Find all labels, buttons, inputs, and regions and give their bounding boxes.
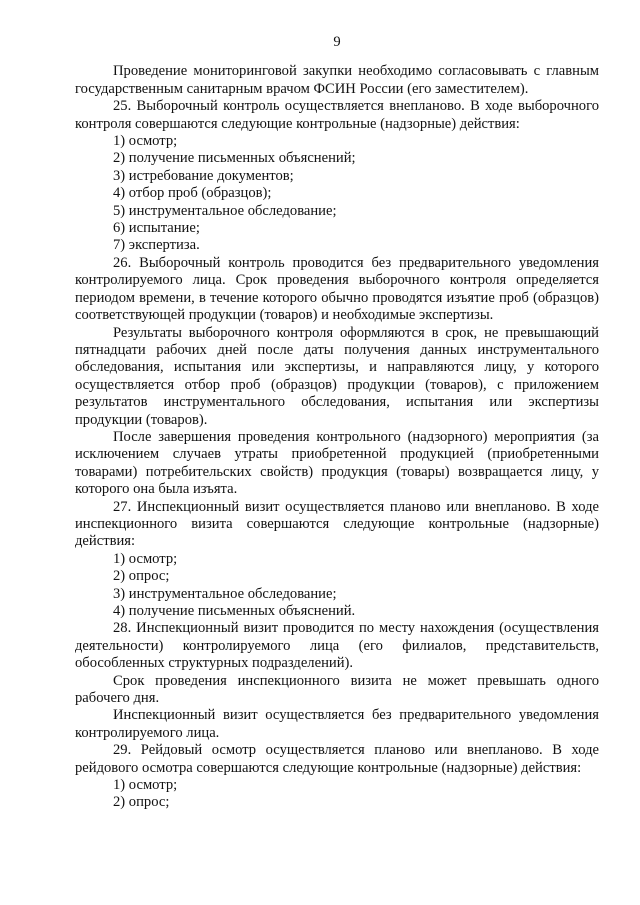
- list-item: 3) истребование документов;: [113, 167, 294, 184]
- paragraph: После завершения проведения контрольного (надзорного) мероприятия (за исключением случаев утраты приобретенной продукцией (приобретенными товарами) потребительских свойств) продукция (товары) возвращается лицу, у которого она была изъята.: [75, 428, 599, 498]
- list-item: 1) осмотр;: [113, 550, 178, 567]
- list-item: 2) опрос;: [113, 794, 170, 811]
- paragraph: 25. Выборочный контроль осуществляется внепланово. В ходе выборочного контроля совершаются следующие контрольные (надзорные) действия:: [75, 98, 599, 132]
- document-body: [75, 63, 599, 811]
- paragraph: Проведение мониторинговой закупки необходимо согласовывать с главным государственным санитарным врачом ФСИН России (его заместителем).: [75, 63, 599, 97]
- paragraph: Результаты выборочного контроля оформляются в срок, не превышающий пятнадцати рабочих дней после даты получения данных инструментального обследования, испытания или экспертизы, и направляются лицу, у которого осуществляется отбор проб (образцов) продукции (товаров), с приложением результатов инструментального обследования, испытания или экспертизы продукции (товаров).: [75, 324, 599, 428]
- list-item: 5) инструментальное обследование;: [113, 202, 337, 219]
- paragraph: 29. Рейдовый осмотр осуществляется планово или внепланово. В ходе рейдового осмотра совершаются следующие контрольные (надзорные) действия:: [75, 742, 599, 776]
- list-item: 1) осмотр;: [113, 133, 178, 150]
- document-page: [75, 34, 599, 812]
- list-item: 2) получение письменных объяснений;: [113, 150, 356, 167]
- page-number: 9: [333, 34, 341, 50]
- list-item: 1) осмотр;: [113, 777, 178, 794]
- paragraph: Инспекционный визит осуществляется без предварительного уведомления контролируемого лица.: [75, 707, 599, 741]
- paragraph: 26. Выборочный контроль проводится без предварительного уведомления контролируемого лица. Срок проведения выборочного контроля определяется периодом времени, в течение которого обычно проводятся изъятие проб (образцов) соответствующей продукции (товаров) и необходимые экспертизы.: [75, 254, 599, 324]
- paragraph: Срок проведения инспекционного визита не может превышать одного рабочего дня.: [75, 672, 599, 707]
- list-item: 2) опрос;: [113, 568, 170, 585]
- list-item: 4) получение письменных объяснений.: [113, 603, 356, 619]
- list-item: 6) испытание;: [113, 220, 200, 237]
- list-item: 7) экспертиза.: [113, 237, 200, 254]
- list-item: 4) отбор проб (образцов);: [113, 185, 272, 202]
- list-item: 3) инструментальное обследование;: [113, 585, 337, 602]
- paragraph: 28. Инспекционный визит проводится по месту нахождения (осуществления деятельности) контролируемого лица (его филиалов, представительств, обособленных структурных подразделений).: [75, 620, 599, 672]
- paragraph: 27. Инспекционный визит осуществляется планово или внепланово. В ходе инспекционного визита совершаются следующие контрольные (надзорные) действия:: [75, 498, 599, 550]
